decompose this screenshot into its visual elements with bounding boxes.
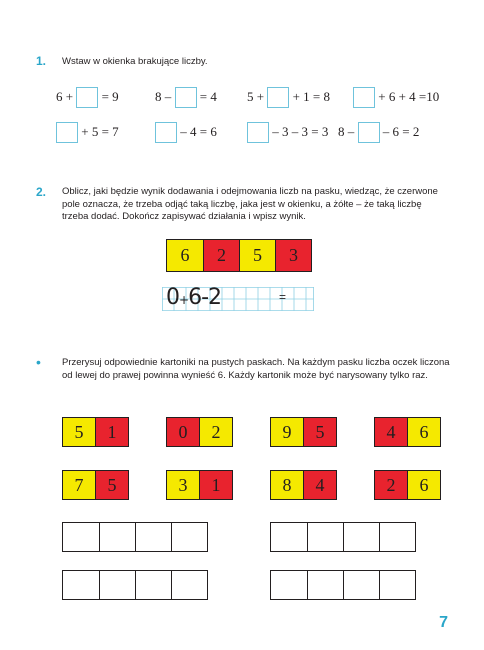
equation-1-3 [247,85,330,108]
empty-strip[interactable] [62,522,208,552]
written-sign: + [179,293,189,307]
empty-cell[interactable] [307,523,343,551]
card-cell-yellow: 5 [63,418,95,446]
answer-box[interactable] [247,122,269,143]
card[interactable] [374,470,441,500]
equation-text: + 1 = 8 [292,89,331,105]
written-digit: 0 [166,285,179,310]
empty-cell[interactable] [343,523,379,551]
exercise-1-number: 1. [36,54,47,68]
answer-box[interactable] [56,122,78,143]
equation-text: – 3 – 3 = 3 [272,124,329,140]
card[interactable] [62,417,129,447]
card-cell-yellow: 6 [407,471,440,499]
equation-2-2 [155,120,217,143]
card[interactable] [62,470,129,500]
equation-1-1 [56,85,119,108]
card-cell-red: 1 [95,418,128,446]
equation-text: 6 + [56,89,74,105]
equation-text: + 5 = 7 [81,124,119,140]
answer-box[interactable] [155,122,177,143]
card-cell-yellow: 9 [271,418,303,446]
exercise-1-instruction: Wstaw w okienka brakujące liczby. [62,56,208,67]
empty-cell[interactable] [135,571,171,599]
empty-cell[interactable] [171,523,207,551]
answer-box[interactable] [175,87,197,108]
empty-cell[interactable] [379,523,415,551]
exercise-2-number: 2. [36,185,47,199]
equation-text: + 6 + 4 =10 [378,89,440,105]
card-cell-red: 1 [199,471,232,499]
equation-text: = 9 [101,89,119,105]
empty-cell[interactable] [307,571,343,599]
equation-2-4 [338,120,419,143]
empty-cell[interactable] [99,523,135,551]
empty-cell[interactable] [379,571,415,599]
card-cell-red: 2 [375,471,407,499]
card-cell-yellow: 8 [271,471,303,499]
written-digit: 2 [208,285,222,310]
card[interactable] [166,470,233,500]
card-cell-yellow: 7 [63,471,95,499]
card-cell-yellow: 2 [199,418,232,446]
empty-cell[interactable] [135,523,171,551]
empty-strip[interactable] [270,522,416,552]
strip-cell-red: 2 [203,240,239,271]
equation-text: 8 – [155,89,172,105]
strip-cell-red: 3 [275,240,311,271]
empty-cell[interactable] [63,523,99,551]
handwritten-expression [166,284,221,314]
card-cell-red: 5 [95,471,128,499]
answer-box[interactable] [353,87,375,108]
written-digit: 6 [188,285,202,310]
equation-text: 8 – [338,124,355,140]
exercise-3-instruction: Przerysuj odpowiednie kartoniki na pustych paskach. Na każdym pasku liczba oczek liczona od lewej do prawej powinna wynieść 6. Każdy kartonik może być narysowany tylko raz. [62,357,450,381]
equation-text: – 4 = 6 [180,124,217,140]
empty-strip[interactable] [270,570,416,600]
equals-sign: = [279,290,287,304]
empty-cell[interactable] [271,571,307,599]
card-cell-red: 4 [303,471,336,499]
empty-strip[interactable] [62,570,208,600]
card[interactable] [270,470,337,500]
card-cell-red: 0 [167,418,199,446]
empty-cell[interactable] [271,523,307,551]
exercise-3-bullet: • [36,354,41,370]
card-cell-red: 5 [303,418,336,446]
card-cell-yellow: 6 [407,418,440,446]
card-cell-red: 4 [375,418,407,446]
equation-2-3 [247,120,328,143]
empty-cell[interactable] [343,571,379,599]
written-sign: - [201,285,209,310]
equation-2-1 [56,120,119,143]
equation-1-2 [155,85,217,108]
card[interactable] [270,417,337,447]
answer-box[interactable] [76,87,98,108]
answer-box[interactable] [267,87,289,108]
equation-text: – 6 = 2 [382,124,420,140]
exercise-2-instruction: Oblicz, jaki będzie wynik dodawania i odejmowania liczb na pasku, wiedząc, że czerwone pole oznacza, że trzeba odjąć taką liczbę, jaka jest w okienku, a żółte – że taką liczbę trzeba dodać. Dokończ zapisywać działania i wpisz wynik. [62,186,438,222]
card[interactable] [166,417,233,447]
empty-cell[interactable] [99,571,135,599]
page-number: 7 [439,614,448,631]
equation-text: = 4 [199,89,217,105]
card-cell-yellow: 3 [167,471,199,499]
card[interactable] [374,417,441,447]
number-strip [166,239,312,272]
answer-box[interactable] [358,122,380,143]
strip-cell-yellow: 5 [239,240,275,271]
equation-1-4 [353,85,439,108]
empty-cell[interactable] [171,571,207,599]
strip-cell-yellow: 6 [167,240,203,271]
empty-cell[interactable] [63,571,99,599]
equation-text: 5 + [247,89,265,105]
